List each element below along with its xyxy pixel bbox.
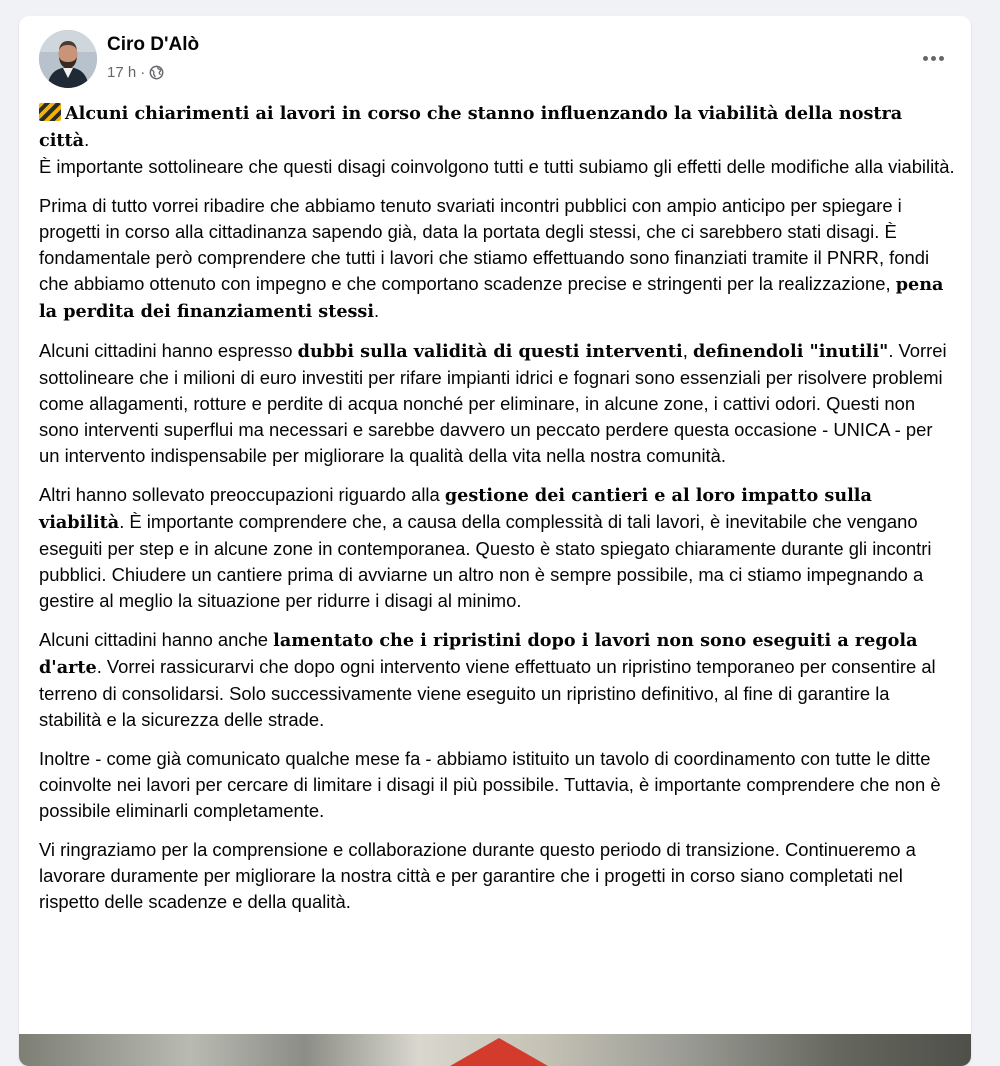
post-paragraph bbox=[39, 837, 955, 915]
post-image-preview[interactable] bbox=[19, 1034, 971, 1066]
bold-text: definendoli "inutili" bbox=[692, 341, 889, 362]
bold-text: gestione dei cantieri e al loro impatto sulla viabilità bbox=[39, 485, 872, 533]
post-paragraph bbox=[39, 746, 955, 824]
text-run: . bbox=[374, 300, 380, 321]
post-meta bbox=[107, 64, 164, 81]
more-dot bbox=[931, 56, 936, 61]
post-paragraph bbox=[39, 482, 955, 614]
bold-text: lamentato che i ripristini dopo i lavori non sono eseguiti a regola d'arte bbox=[39, 630, 918, 678]
text-run: Altri hanno sollevato preoccupazioni riguardo alla bbox=[39, 484, 445, 505]
globe-icon[interactable] bbox=[149, 65, 164, 80]
text-run: . Vorrei sottolineare che i milioni di euro investiti per rifare impianti idrici e fognari sono essenziali per risolvere problemi come allagamenti, rotture e perdite di acqua nonché per eliminare, in alcune zone, i cattivi odori. Questi non sono interventi superflui ma necessari e sarebbe davvero un peccato perdere questa occasione - UNICA - per un intervento indispensabile per migliorare la qualità della vita nella nostra comunità. bbox=[39, 340, 947, 466]
post-timestamp[interactable]: 17 h bbox=[107, 64, 137, 81]
text-run: . bbox=[84, 129, 90, 150]
text-run: È importante sottolineare che questi disagi coinvolgono tutti e tutti subiamo gli effetti delle modifiche alla viabilità. bbox=[39, 156, 955, 177]
more-dot bbox=[939, 56, 944, 61]
more-dot bbox=[923, 56, 928, 61]
bold-text: dubbi sulla validità di questi interventi bbox=[297, 341, 683, 362]
construction-sign-icon bbox=[39, 103, 61, 121]
bold-text: Alcuni chiarimenti ai lavori in corso che stanno influenzando la viabilità della nostra città bbox=[39, 103, 903, 151]
more-options-icon[interactable] bbox=[915, 46, 951, 70]
post-text bbox=[39, 100, 955, 928]
post-card bbox=[19, 16, 971, 1066]
avatar-photo bbox=[39, 30, 97, 88]
road-sign-image bbox=[429, 1038, 569, 1066]
bold-text: pena la perdita dei finanziamenti stessi bbox=[39, 274, 944, 322]
text-run: Alcuni cittadini hanno espresso bbox=[39, 340, 298, 361]
post-paragraph bbox=[39, 100, 955, 180]
text-run: Alcuni cittadini hanno anche bbox=[39, 629, 274, 650]
post-header bbox=[39, 30, 951, 90]
post-paragraph bbox=[39, 193, 955, 325]
author-avatar[interactable] bbox=[39, 30, 97, 88]
text-run: Inoltre - come già comunicato qualche mese fa - abbiamo istituito un tavolo di coordinamento con tutte le ditte coinvolte nei lavori per cercare di limitare i disagi il più possibile. Tuttavia, è importante comprendere che non è possibile eliminarli completamente. bbox=[39, 748, 941, 821]
text-run: Prima di tutto vorrei ribadire che abbiamo tenuto svariati incontri pubblici con ampio anticipo per spiegare i progetti in corso alla cittadinanza sapendo già, data la portata degli stessi, che ci sarebbero stati disagi. È fondamentale però comprendere che tutti i lavori che stiamo effettuando sono finanziati tramite il PNRR, fondi che abbiamo ottenuto con impegno e che comportano scadenze precise e stringenti per la realizzazione, bbox=[39, 195, 930, 294]
text-run: Vi ringraziamo per la comprensione e collaborazione durante questo periodo di transizione. Continueremo a lavorare duramente per migliorare la nostra città e per garantire che i progetti in corso siano completati nel rispetto delle scadenze e della qualità. bbox=[39, 839, 916, 912]
text-run: . È importante comprendere che, a causa della complessità di tali lavori, è inevitabile che vengano eseguiti per step e in alcune zone in contemporanea. Questo è stato spiegato chiaramente durante gli incontri pubblici. Chiudere un cantiere prima di avviarne un altro non è sempre possibile, ma ci stiamo impegnando a gestire al meglio la situazione per ridurre i disagi al minimo. bbox=[39, 511, 932, 611]
author-name[interactable]: Ciro D'Alò bbox=[107, 34, 200, 55]
post-paragraph bbox=[39, 338, 955, 469]
post-paragraph bbox=[39, 627, 955, 733]
text-run: , bbox=[682, 340, 693, 361]
text-run: . Vorrei rassicurarvi che dopo ogni intervento viene effettuato un ripristino temporaneo per consentire al terreno di consolidarsi. Solo successivamente viene eseguito un ripristino definitivo, al fine di garantire la stabilità e la sicurezza delle strade. bbox=[39, 656, 936, 730]
meta-separator: · bbox=[140, 64, 146, 81]
